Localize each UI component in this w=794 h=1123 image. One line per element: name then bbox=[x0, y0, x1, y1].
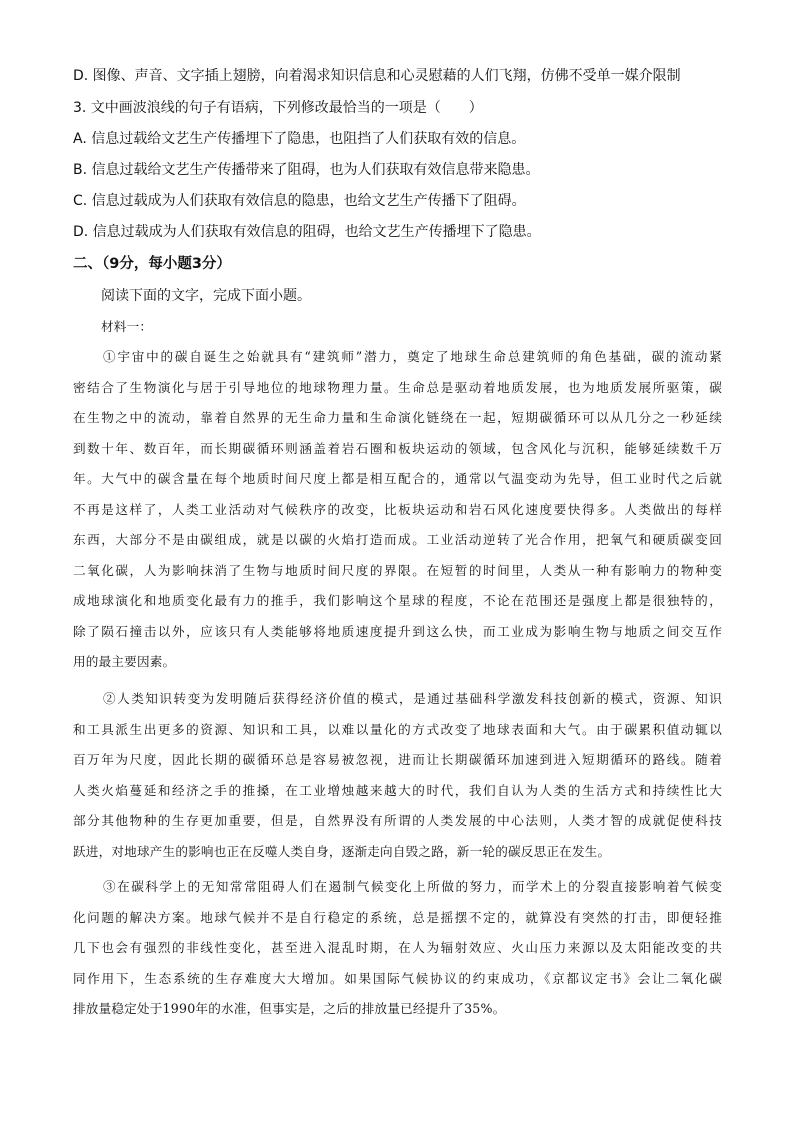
paragraph-line: 同作用下，生态系统的生存难度大大增加。如果国际气候协议的约束成功，《京都议定书》会让二氧化碳 bbox=[73, 970, 722, 986]
option-d-previous-question: D. 图像、声音、文字插上翅膀，向着渴求知识信息和心灵慰藉的人们飞翔，仿佛不受单一媒介限制 bbox=[73, 68, 681, 84]
question-3-option-b: B. 信息过载给文艺生产传播带来了阻碍，也为人们获取有效信息带来隐患。 bbox=[73, 162, 540, 178]
question-3-option-d: D. 信息过载成为人们获取有效信息的阻碍，也给文艺生产传播埋下了隐患。 bbox=[73, 224, 541, 240]
paragraph-line: ③在碳科学上的无知常常阻碍人们在遏制气候变化上所做的努力，而学术上的分裂直接影响着气候变 bbox=[103, 879, 722, 894]
paragraph-line: 二氧化碳，人为影响抹消了生物与地质时间尺度的界限。在短暂的时间里，人类从一种有影响力的物种变 bbox=[73, 562, 722, 578]
paragraph-line: 年。大气中的碳含量在每个地质时间尺度上都是相互配合的，通常以气温变动为先导，但工业时代之后就 bbox=[73, 471, 722, 486]
paragraph-line: 除了陨石撞击以外，应该只有人类能够将地质速度提升到这么快，而工业成为影响生物与地质之间交互作 bbox=[73, 623, 722, 639]
paragraph-line: 和工具派生出更多的资源、知识和工具，以难以量化的方式改变了地球表面和大气。由于碳累积值动辄以 bbox=[73, 721, 722, 737]
reading-instruction: 阅读下面的文字，完成下面小题。 bbox=[101, 288, 311, 304]
paragraph-line: 排放量稳定处于1990年的水准，但事实是，之后的排放量已经提升了35%。 bbox=[73, 1001, 506, 1016]
paragraph-line: ②人类知识转变为发明随后获得经济价值的模式，是通过基础科学激发科技创新的模式，资源、知识 bbox=[103, 691, 722, 706]
paragraph-line: 用的最主要因素。 bbox=[73, 654, 176, 669]
paragraph-line: 在生物之中的流动，靠着自然界的无生命力量和生命演化链绕在一起，短期碳循环可以从几分之一秒延续 bbox=[73, 410, 722, 425]
paragraph-line: 化问题的解决方案。地球气候并不是自行稳定的系统，总是摇摆不定的，就算没有突然的打击，即便轻推 bbox=[73, 909, 722, 925]
paragraph-3 bbox=[73, 877, 722, 1030]
paragraph-line: 不再是这样了，人类工业活动对气候秩序的改变，比板块运动和岩石风化速度要快得多。人类做出的每样 bbox=[73, 501, 722, 517]
paragraph-line: 东西，大部分不是由碳组成，就是以碳的火焰打造而成。工业活动逆转了光合作用，把氧气和硬质碳变回 bbox=[73, 532, 722, 547]
section-2-title: 二、（9分，每小题3分） bbox=[73, 256, 231, 272]
paragraph-line: 百万年为尺度，因此长期的碳循环总是容易被忽视，进而让长期碳循环加速到进入短期循环的路线。随着 bbox=[73, 752, 722, 767]
paragraph-2 bbox=[73, 689, 722, 872]
paragraph-1 bbox=[73, 347, 722, 683]
paragraph-line: 成地球演化和地质变化最有力的推手，我们影响这个星球的程度，不论在范围还是强度上都是很独特的， bbox=[73, 593, 722, 608]
paragraph-line: 人类火焰蔓延和经济之手的推搡，在工业增烛越来越大的时代，我们自认为人类的生活方式和持续性比大 bbox=[73, 782, 722, 798]
paragraph-line: 部分其他物种的生存更加重要，但是，自然界没有所谓的人类发展的中心法则，人类才智的成就促使科技 bbox=[73, 813, 722, 828]
question-3-option-a: A. 信息过载给文艺生产传播埋下了隐患，也阻挡了人们获取有效的信息。 bbox=[73, 131, 526, 147]
question-3-option-c: C. 信息过载成为人们获取有效信息的隐患，也给文艺生产传播下了阻碍。 bbox=[73, 193, 526, 209]
paragraph-line: ①宇宙中的碳自诞生之始就具有“建筑师”潜力，奠定了地球生命总建筑师的角色基础，碳的流动紧 bbox=[103, 349, 722, 364]
paragraph-line: 到数十年、数百年，而长期碳循环则涵盖着岩石圈和板块运动的领域，包含风化与沉积，能够延续数千万 bbox=[73, 440, 722, 456]
material-one-label: 材料一： bbox=[101, 319, 153, 334]
question-3-title: 3. 文中画波浪线的句子有语病，下列修改最恰当的一项是（ ） bbox=[73, 100, 483, 116]
paragraph-line: 密结合了生物演化与居于引导地位的地球物理力量。生命总是驱动着地质发展，也为地质发展所驱策，碳 bbox=[73, 379, 722, 395]
paragraph-line: 跃进，对地球产生的影响也正在反噬人类自身，逐渐走向自毁之路，新一轮的碳反思正在发生。 bbox=[73, 843, 611, 859]
paragraph-line: 几下也会有强烈的非线性变化，甚至进入混乱时期，在人为辐射效应、火山压力来源以及太阳能改变的共 bbox=[73, 940, 722, 955]
